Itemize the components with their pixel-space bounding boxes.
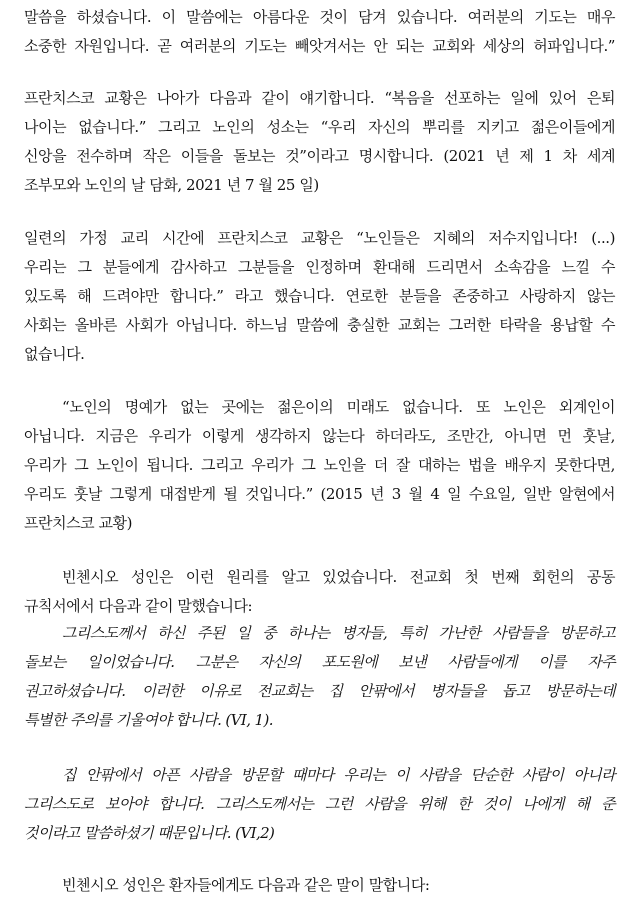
text-line: 규칙서에서 다음과 같이 말했습니다: [24, 597, 253, 615]
paragraph-1 [24, 3, 615, 61]
text-line: “노인의 명예가 없는 곳에는 젊은이의 미래도 없습니다. 또 노인은 외계인이 [62, 398, 615, 416]
text-line: 것이라고 말씀하셨기 때문입니다. (VI,2) [24, 824, 275, 842]
text-line: 일련의 가정 교리 시간에 프란치스코 교황은 “노인들은 지혜의 저수지입니다! (...) [24, 229, 615, 247]
text-line: 특별한 주의를 기울여야 합니다. (VI, 1). [24, 711, 273, 729]
text-line: 프란치스코 교황) [24, 514, 133, 532]
text-line: 나이는 없습니다.” 그리고 노인의 성소는 “우리 자신의 뿌리를 지키고 젊은이들에게 [24, 118, 615, 136]
paragraph-6 [24, 871, 615, 900]
text-line: 아닙니다. 지금은 우리가 이렇게 생각하지 않는다 하더라도, 조만간, 아니면 먼 훗날, [24, 427, 615, 445]
text-line: 우리도 훗날 그렇게 대접받게 될 것입니다.” (2015 년 3 월 4 일 수요일, 일반 알현에서 [24, 485, 615, 503]
text-line: 우리가 그 노인이 됩니다. 그리고 우리가 그 노인을 더 잘 대하는 법을 배우지 못한다면, [24, 456, 615, 474]
text-line: 없습니다. [24, 345, 85, 363]
paragraph-4 [24, 393, 615, 538]
text-line: 집 안팎에서 아픈 사람을 방문할 때마다 우리는 이 사람을 단순한 사람이 아니라 [62, 766, 615, 784]
paragraph-2 [24, 84, 615, 200]
text-line: 권고하셨습니다. 이러한 이유로 전교회는 집 안팎에서 병자들을 돕고 방문하는데 [24, 682, 615, 700]
text-line: 돌보는 일이었습니다. 그분은 자신의 포도원에 보낸 사람들에게 이를 자주 [24, 653, 615, 671]
text-line: 빈첸시오 성인은 이런 원리를 알고 있었습니다. 전교회 첫 번째 회헌의 공동 [62, 568, 615, 586]
text-line: 프란치스코 교황은 나아가 다음과 같이 얘기합니다. “복음을 선포하는 일에 있어 은퇴 [24, 89, 615, 107]
text-line: 그리스도께서 하신 주된 일 중 하나는 병자들, 특히 가난한 사람들을 방문하고 [62, 624, 615, 642]
text-line: 있도록 해 드려야만 합니다.” 라고 했습니다. 연로한 분들을 존중하고 사랑하지 않는 [24, 287, 615, 305]
text-line: 우리는 그 분들에게 감사하고 그분들을 인정하며 환대해 드리면서 소속감을 느낄 수 [24, 258, 615, 276]
quote-rule-1 [24, 619, 615, 735]
text-line: 소중한 자원입니다. 곧 여러분의 기도는 빼앗겨서는 안 되는 교회와 세상의 허파입니다.” [24, 37, 615, 55]
text-line: 빈첸시오 성인은 환자들에게도 다음과 같은 말이 말합니다: [62, 876, 430, 894]
text-line: 조부모와 노인의 날 담화, 2021 년 7 월 25 일) [24, 176, 319, 194]
text-line: 사회는 올바른 사회가 아닙니다. 하느님 말씀에 충실한 교회는 그러한 타락을 용납할 수 [24, 316, 615, 334]
paragraph-3 [24, 224, 615, 369]
text-line: 신앙을 전수하며 작은 이들을 돌보는 것”이라고 명시합니다. (2021 년 제 1 차 세계 [24, 147, 615, 165]
quote-rule-2 [24, 761, 615, 848]
text-line: 말씀을 하셨습니다. 이 말씀에는 아름다운 것이 담겨 있습니다. 여러분의 기도는 매우 [24, 8, 615, 26]
text-line: 그리스도로 보아야 합니다. 그리스도께서는 그런 사람을 위해 한 것이 나에게 해 준 [24, 795, 615, 813]
paragraph-5 [24, 563, 615, 621]
